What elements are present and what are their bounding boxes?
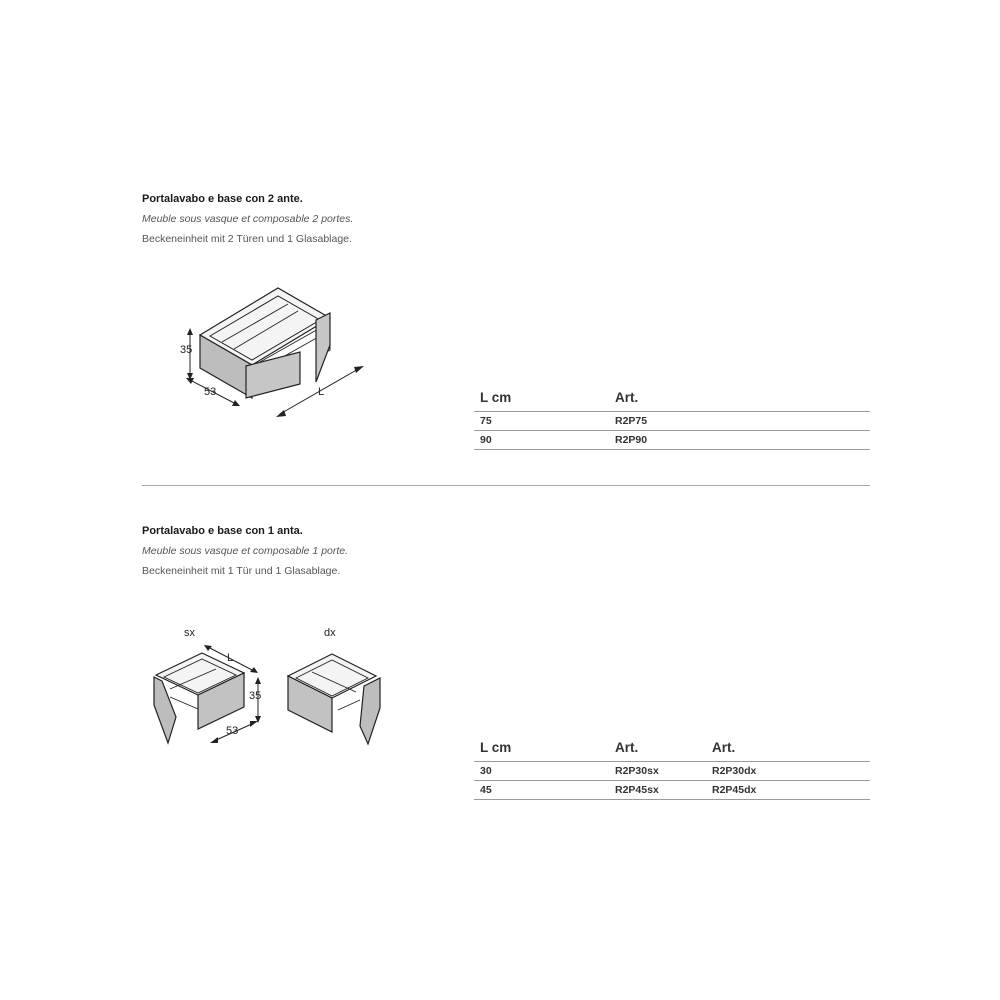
s2-dim-height: 35 [249,690,262,702]
cell-art: R2P75 [615,415,648,427]
table-row [474,781,870,800]
table-header [474,387,870,412]
header-art-dx: Art. [712,740,736,755]
table-row [474,431,870,450]
section1-subtitle-de: Beckeneinheit mit 2 Türen und 1 Glasablage. [142,233,352,245]
section2-table [474,737,870,800]
section2-text [142,521,348,581]
cell-l: 90 [480,434,492,446]
section2-subtitle-fr: Meuble sous vasque et composable 1 porte. [142,545,349,557]
s2-dim-length: L [227,652,234,664]
cell-art-dx: R2P45dx [712,784,757,796]
header-l-cm: L cm [480,740,512,755]
section1-title: Portalavabo e base con 2 ante. [142,193,303,205]
cell-l: 45 [480,784,492,796]
cell-art-sx: R2P30sx [615,765,659,777]
s2-dim-depth: 53 [226,725,239,737]
header-art: Art. [615,390,639,405]
cell-l: 30 [480,765,492,777]
variant-label-sx: sx [184,627,195,639]
variant-label-dx: dx [324,627,336,639]
table-header [474,737,870,762]
s1-dim-height: 35 [180,344,193,356]
table-row [474,412,870,431]
table-row [474,762,870,781]
section2-title: Portalavabo e base con 1 anta. [142,525,303,537]
cell-art-sx: R2P45sx [615,784,659,796]
section1-text [142,189,353,249]
cell-art-dx: R2P30dx [712,765,757,777]
section-divider [142,485,870,486]
s1-dim-length: L [318,386,325,398]
cell-art: R2P90 [615,434,648,446]
one-door-cabinet-dx-drawing [284,648,384,748]
cell-l: 75 [480,415,492,427]
header-l-cm: L cm [480,390,512,405]
section1-subtitle-fr: Meuble sous vasque et composable 2 portes. [142,213,354,225]
section1-table [474,387,870,450]
section2-subtitle-de: Beckeneinheit mit 1 Tür und 1 Glasablage. [142,565,341,577]
header-art-sx: Art. [615,740,639,755]
two-door-cabinet-drawing [170,280,380,425]
s1-dim-depth: 53 [204,386,217,398]
